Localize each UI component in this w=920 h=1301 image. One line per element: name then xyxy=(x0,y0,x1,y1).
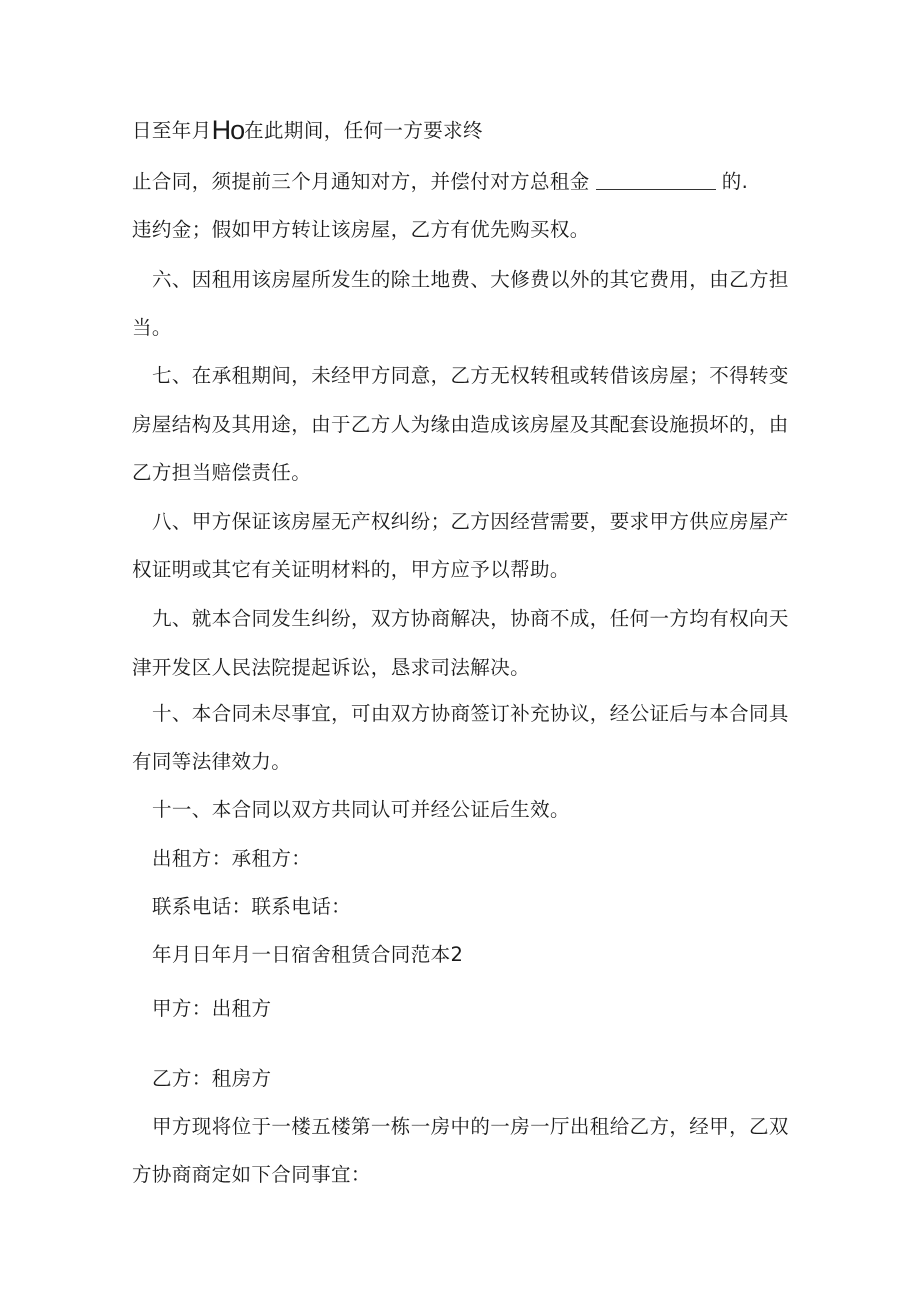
text-line: 乙方：租房方 xyxy=(152,1067,272,1090)
text-span: 在此期间，任何一方要求终 xyxy=(244,119,483,142)
text-line: 当。 xyxy=(132,316,172,339)
text-line: 八、甲方保证该房屋无产权纠纷；乙方因经营需要，要求甲方供应房屋产 xyxy=(152,510,789,533)
text-line: 出租方：承租方： xyxy=(152,847,312,870)
text-line: 十一、本合同以双方共同认可并经公证后生效。 xyxy=(152,798,570,821)
text-line: 津开发区人民法院提起诉讼，恳求司法解决。 xyxy=(132,656,531,679)
text-line: 甲方现将位于一楼五楼第一栋一房中的一房一厅出租给乙方，经甲，乙双 xyxy=(152,1115,789,1138)
text-line: 有同等法律效力。 xyxy=(132,750,292,773)
text-line: 违约金；假如甲方转让该房屋，乙方有优先购买权。 xyxy=(132,218,590,241)
text-line: 年月日年月一日宿舍租赁合同范本2 xyxy=(152,943,464,966)
text-span: 止合同，须提前三个月通知对方，并偿付对方总租金 xyxy=(132,170,590,193)
text-line xyxy=(132,168,748,196)
text-line: 十、本合同未尽事宜，可由双方协商签订补充协议，经公证后与本合同具 xyxy=(152,702,789,725)
text-line: 方协商商定如下合同事宜： xyxy=(132,1163,371,1186)
text-line: 甲方：出租方 xyxy=(152,997,272,1020)
text-span: 的. xyxy=(721,170,749,193)
text-span: Ho xyxy=(211,115,245,145)
text-line: 六、因租用该房屋所发生的除土地费、大修费以外的其它费用，由乙方担 xyxy=(152,268,789,291)
text-line: 七、在承租期间，未经甲方同意，乙方无权转租或转借该房屋；不得转变 xyxy=(152,364,789,387)
text-line: 联系电话：联系电话： xyxy=(152,895,352,918)
text-line: 九、就本合同发生纠纷，双方协商解决，协商不成，任何一方均有权向天 xyxy=(152,607,789,630)
text-line: 乙方担当赔偿责任。 xyxy=(132,461,312,484)
text-line: 房屋结构及其用途，由于乙方人为缘由造成该房屋及其配套设施损坏的，由 xyxy=(132,413,789,436)
fill-in-blank xyxy=(596,171,716,190)
text-line: 权证明或其它有关证明材料的，甲方应予以帮助。 xyxy=(132,558,570,581)
text-span: 日至年月 xyxy=(132,119,212,142)
text-line xyxy=(132,116,483,145)
